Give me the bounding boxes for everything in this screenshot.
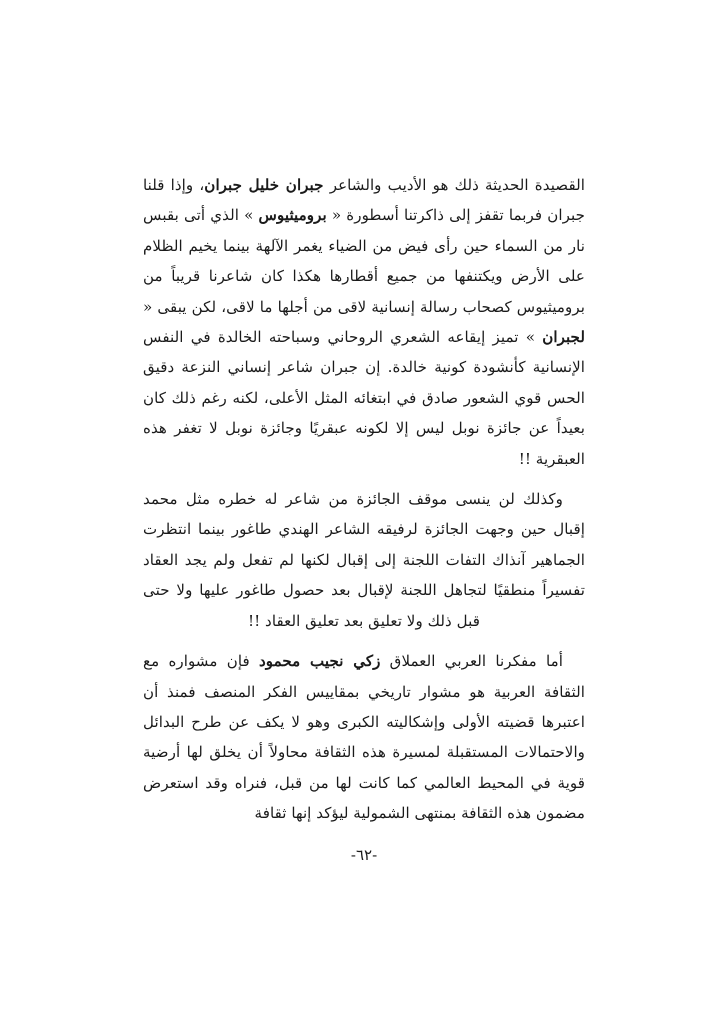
paragraph-1-run-5: » الذي أتى بقبس نار من السماء حين رأى فيض من الضياء يغمر الآلهة بينما يخيم الظلام على الأرض ويكتنفها من جميع أقطارها هكذا كان شاعرنا قريباً من بروميثيوس كصحاب رسالة إنسانية لاقى من أجلها ما لاقى، لكن يبقى « — [143, 206, 585, 316]
paragraph-3-run-1: أما مفكرنا العربي العملاق — [380, 652, 563, 671]
paragraph-2-run-1: وكذلك لن ينسى موقف الجائزة من شاعر له خطره مثل محمد إقبال حين وجهت الجائزة لرفيقه الشاعر الهندي طاغور بينما انتظرت الجماهير آنذاك التفات اللجنة إلى إقبال لكنها لم تفعل ولم يجد العقاد تفسيراً منطقيًا لتجاهل اللجنة لإقبال بعد حصول طاغور عليها ولا حتى قبل ذلك ولا تعليق بعد تعليق العقاد !! — [143, 490, 585, 630]
author-name-gibran: جبران خليل جبران — [204, 176, 324, 194]
name-zaki-naguib-mahmoud: زكي نجيب محمود — [258, 652, 381, 671]
paragraph-3 — [143, 646, 585, 828]
paragraph-1-run-3: ، وإذا قلنا جبران فربما تقفز إلى ذاكرتنا أسطورة « — [143, 176, 585, 225]
paragraph-1 — [143, 170, 585, 474]
paragraph-3-run-3: فإن مشواره مع الثقافة العربية هو مشوار تاريخي بمقاييس الفكر المنصف فمنذ أن اعتبرها قضيته الأولى وإشكاليته الكبرى وهو لا يكف عن طرح البدائل والاحتمالات المستقبلة لمسيرة هذه الثقافة محاولاً أن يخلق لها أرضية قوية في المحيط العالمي كما كانت لها من قبل، فنراه وقد استعرض مضمون هذه الثقافة بمنتهى الشمولية ليؤكد إنها ثقافة — [143, 652, 585, 823]
paragraph-1-run-1: القصيدة الحديثة ذلك هو الأديب والشاعر — [323, 176, 586, 194]
name-prometheus: بروميثيوس — [258, 206, 327, 225]
name-li-gibran: لجبران — [542, 328, 585, 347]
page-body — [143, 170, 585, 839]
paragraph-1-run-7: » تميز إيقاعه الشعري الروحاني وسباحته الخالدة في النفس الإنسانية كأنشودة كونية خالدة. إن جبران شاعر إنساني النزعة دقيق الحس قوي الشعور صادق في ابتغائه المثل الأعلى، لكنه رغم ذلك كان بعيداً عن جائزة نوبل ليس إلا لكونه عبقريًا وجائزة نوبل لا تغفر هذه العبقرية !! — [143, 328, 585, 468]
paragraph-2 — [143, 484, 585, 636]
page-number: -٦٢- — [350, 846, 378, 864]
